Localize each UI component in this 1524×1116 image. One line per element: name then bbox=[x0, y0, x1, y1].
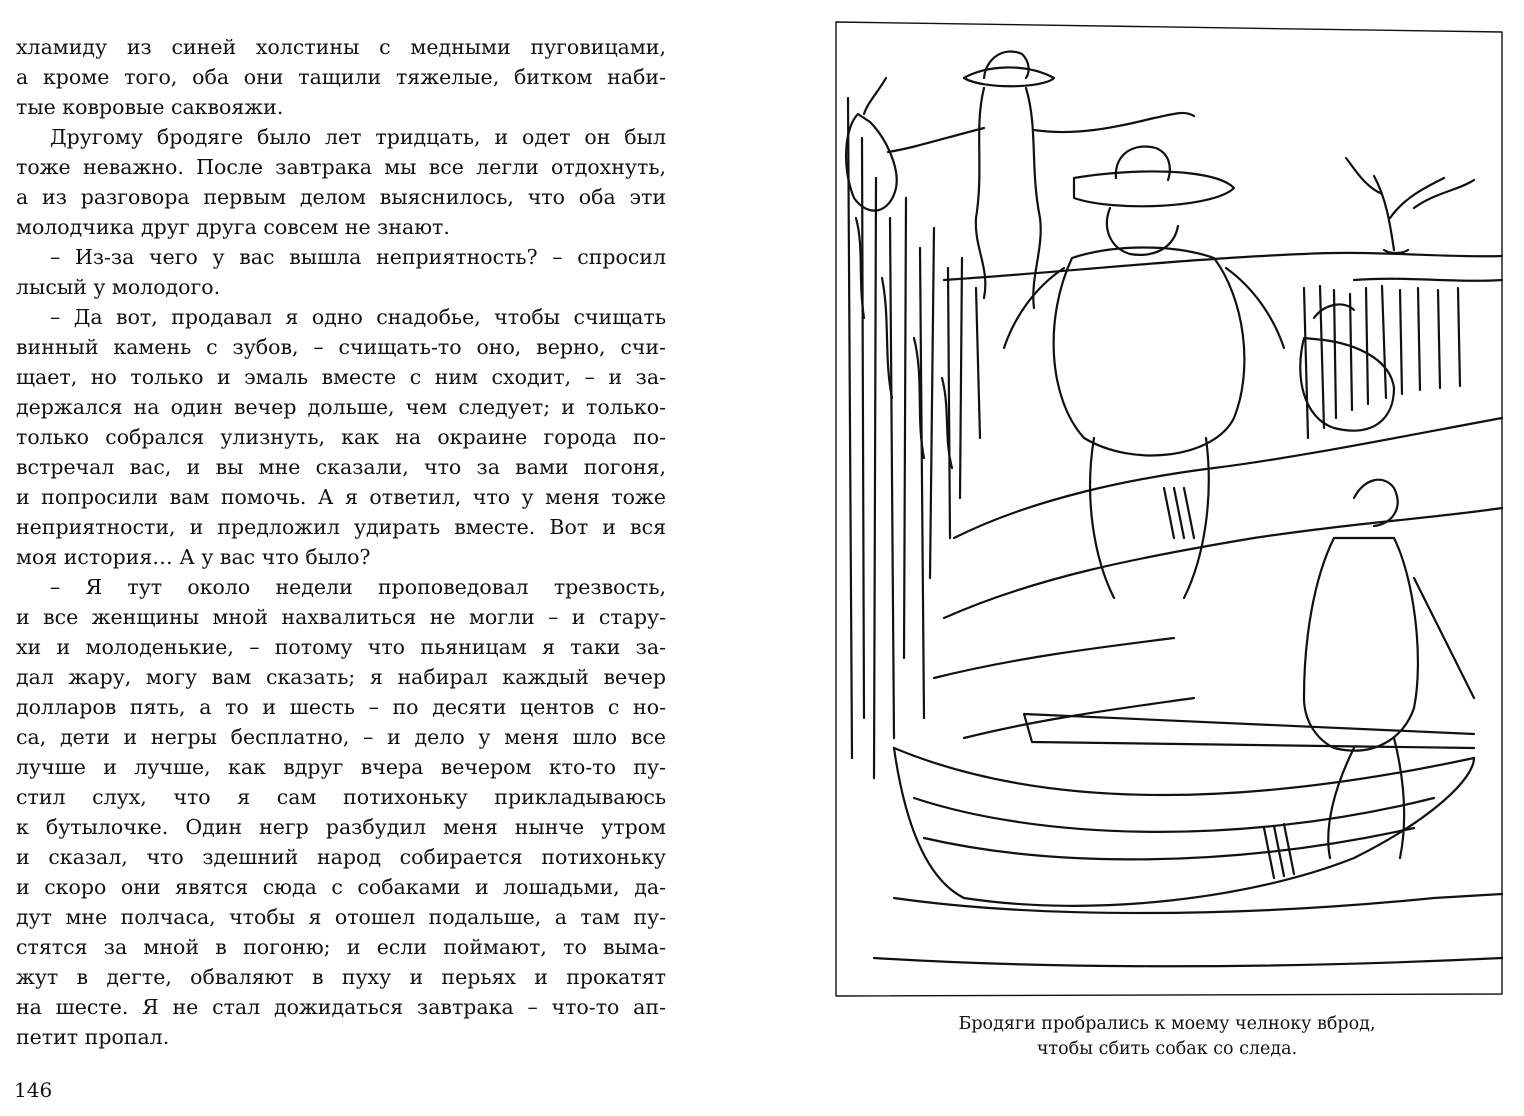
text-line: встречал вас, и вы мне сказали, что за вами погоня, bbox=[16, 455, 666, 479]
text-line: тые ковровые саквояжи. bbox=[16, 95, 284, 119]
caption-line: чтобы сбить собак со следа. bbox=[1036, 1039, 1298, 1059]
text-line: а из разговора первым делом выяснилось, что оба эти bbox=[16, 185, 666, 209]
text-line: Другому бродяге было лет тридцать, и одет он был bbox=[50, 125, 666, 149]
text-line: тоже неважно. После завтрака мы все легли отдохнуть, bbox=[16, 155, 666, 179]
text-line: щает, но только и эмаль вместе с ним сходит, – и за- bbox=[16, 365, 666, 389]
text-line: стятся за мной в погоню; и если поймают, то выма- bbox=[16, 935, 666, 959]
text-line: держался на один вечер дольше, чем следует; и только- bbox=[16, 395, 666, 419]
text-line: а кроме того, оба они тащили тяжелые, битком наби- bbox=[16, 65, 666, 89]
text-line: на шесте. Я не стал дожидаться завтрака – что-то ап- bbox=[16, 995, 666, 1019]
left-page bbox=[0, 0, 740, 1116]
text-line: долларов пять, а то и шесть – по десяти центов с но- bbox=[16, 695, 666, 719]
text-line: лучше и лучше, как вдруг вчера вечером кто-то пу- bbox=[16, 755, 666, 779]
text-line: моя история… А у вас что было? bbox=[16, 545, 371, 569]
text-line: дут мне полчаса, чтобы я отошел подальше, а там пу- bbox=[16, 905, 666, 929]
text-line: стил слух, что я сам потихоньку прикладываюсь bbox=[16, 785, 666, 809]
illustration-drawing bbox=[834, 18, 1504, 1006]
text-line: – Я тут около недели проповедовал трезвость, bbox=[50, 575, 666, 599]
text-line: и все женщины мной нахвалиться не могли – и стару- bbox=[16, 605, 666, 629]
text-line: лысый у молодого. bbox=[16, 275, 221, 299]
text-line: только собрался улизнуть, как на окраине города по- bbox=[16, 425, 666, 449]
text-line: жут в дегте, обваляют в пуху и перьях и прокатят bbox=[16, 965, 666, 989]
body-text bbox=[16, 32, 666, 1052]
right-page bbox=[770, 0, 1524, 1116]
page-number: 146 bbox=[14, 1078, 53, 1102]
text-line: дал жару, могу вам сказать; я набирал каждый вечер bbox=[16, 665, 666, 689]
text-line: хламиду из синей холстины с медными пуговицами, bbox=[16, 35, 666, 59]
text-line: – Да вот, продавал я одно снадобье, чтобы счищать bbox=[50, 305, 666, 329]
text-line: винный камень с зубов, – счищать-то оно, верно, счи- bbox=[16, 335, 666, 359]
caption-line: Бродяги пробрались к моему челноку вброд, bbox=[958, 1014, 1376, 1034]
text-line: петит пропал. bbox=[16, 1025, 170, 1049]
text-line: и скоро они явятся сюда с собаками и лошадьми, да- bbox=[16, 875, 666, 899]
text-line: хи и молоденькие, – потому что пьяницам я таки за- bbox=[16, 635, 666, 659]
text-line: к бутылочке. Один негр разбудил меня нынче утром bbox=[16, 815, 666, 839]
text-line: са, дети и негры бесплатно, – и дело у меня шло все bbox=[16, 725, 666, 749]
text-line: и попросили вам помочь. А я ответил, что у меня тоже bbox=[16, 485, 666, 509]
text-line: – Из-за чего у вас вышла неприятность? – спросил bbox=[50, 245, 666, 269]
illustration bbox=[834, 18, 1504, 1006]
text-line: и сказал, что здешний народ собирается потихоньку bbox=[16, 845, 666, 869]
text-line: молодчика друг друга совсем не знают. bbox=[16, 215, 450, 239]
text-line: неприятности, и предложил удирать вместе. Вот и вся bbox=[16, 515, 666, 539]
illustration-caption bbox=[830, 1012, 1504, 1062]
